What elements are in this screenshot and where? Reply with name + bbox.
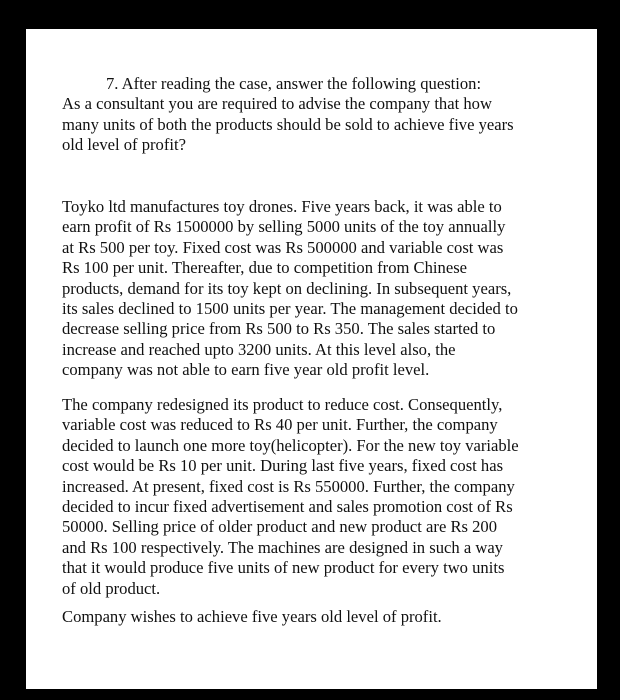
case-line: and Rs 100 respectively. The machines are designed in such a way <box>62 537 503 557</box>
case-line: Toyko ltd manufactures toy drones. Five years back, it was able to <box>62 197 502 216</box>
case-line: Company wishes to achieve five years old level of profit. <box>62 607 442 626</box>
case-line: 50000. Selling price of older product and new product are Rs 200 <box>62 517 498 537</box>
case-paragraph-2 <box>62 395 592 599</box>
case-line: of old product. <box>62 578 161 598</box>
case-line: its sales declined to 1500 units per year. The management decided to <box>62 299 518 319</box>
document-page <box>26 29 597 689</box>
question-line: many units of both the products should be sold to achieve five years <box>62 114 514 134</box>
case-line: increased. At present, fixed cost is Rs 550000. Further, the company <box>62 476 515 496</box>
case-line: Rs 100 per unit. Thereafter, due to competition from Chinese <box>62 258 468 278</box>
case-line: that it would produce five units of new product for every two units <box>62 558 505 578</box>
case-line: earn profit of Rs 1500000 by selling 5000 units of the toy annually <box>62 217 506 237</box>
case-line: decided to incur fixed advertisement and sales promotion cost of Rs <box>62 497 513 517</box>
case-paragraph-1 <box>62 197 592 381</box>
case-line: decided to launch one more toy(helicopter). For the new toy variable <box>62 435 519 455</box>
case-line: The company redesigned its product to reduce cost. Consequently, <box>62 395 503 414</box>
question-line: As a consultant you are required to advise the company that how <box>62 94 492 114</box>
case-line: products, demand for its toy kept on declining. In subsequent years, <box>62 278 512 298</box>
question-paragraph <box>62 74 592 156</box>
case-paragraph-3 <box>62 607 592 627</box>
case-line: decrease selling price from Rs 500 to Rs 350. The sales started to <box>62 319 496 339</box>
case-line: increase and reached upto 3200 units. At this level also, the <box>62 339 456 359</box>
case-line: cost would be Rs 10 per unit. During last five years, fixed cost has <box>62 456 504 476</box>
case-line: variable cost was reduced to Rs 40 per unit. Further, the company <box>62 415 498 435</box>
question-line: 7. After reading the case, answer the following question: <box>106 74 482 93</box>
case-line: at Rs 500 per toy. Fixed cost was Rs 500000 and variable cost was <box>62 237 504 257</box>
case-line: company was not able to earn five year old profit level. <box>62 360 430 380</box>
question-line: old level of profit? <box>62 135 186 155</box>
